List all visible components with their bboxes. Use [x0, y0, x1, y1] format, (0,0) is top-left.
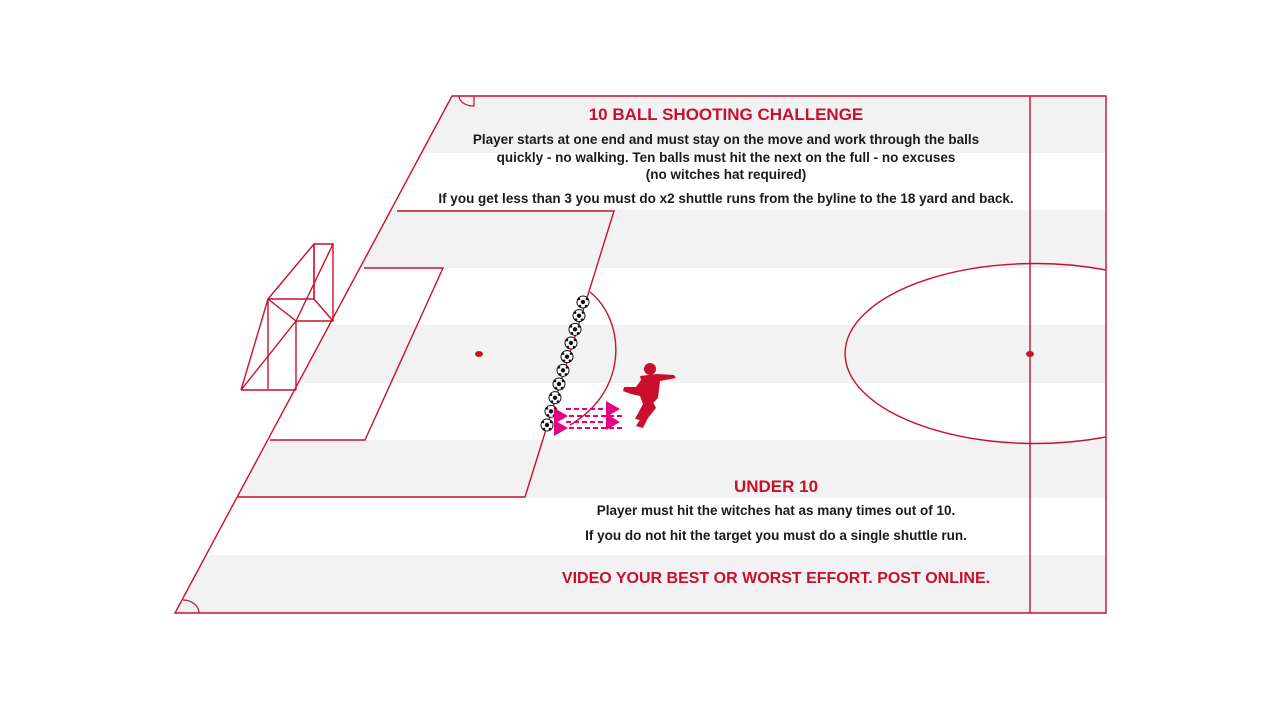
football — [565, 337, 577, 349]
football — [553, 378, 565, 390]
under10-line: If you do not hit the target you must do a single shuttle run. — [585, 528, 967, 543]
under10-title: UNDER 10 — [733, 477, 819, 496]
football — [541, 419, 553, 431]
football — [545, 405, 557, 417]
penalty-spot — [475, 351, 483, 357]
football — [549, 392, 561, 404]
penalty-rule: If you get less than 3 you must do x2 shuttle runs from the byline to the 18 yard and back. — [438, 191, 1014, 206]
instruction-line: Player starts at one end and must stay on the move and work through the balls — [472, 132, 980, 147]
football — [573, 310, 585, 322]
instruction-line: quickly - no walking. Ten balls must hit the next on the full - no excuses — [496, 150, 956, 165]
challenge-title: 10 BALL SHOOTING CHALLENGE — [588, 105, 864, 124]
football — [561, 351, 573, 363]
centre-spot — [1026, 351, 1034, 357]
football — [577, 296, 589, 308]
football — [557, 364, 569, 376]
under10-line: Player must hit the witches hat as many times out of 10. — [596, 503, 956, 518]
football — [569, 323, 581, 335]
call-to-action: VIDEO YOUR BEST OR WORST EFFORT. POST ONLINE. — [561, 570, 991, 587]
instruction-line: (no witches hat required) — [645, 167, 807, 182]
